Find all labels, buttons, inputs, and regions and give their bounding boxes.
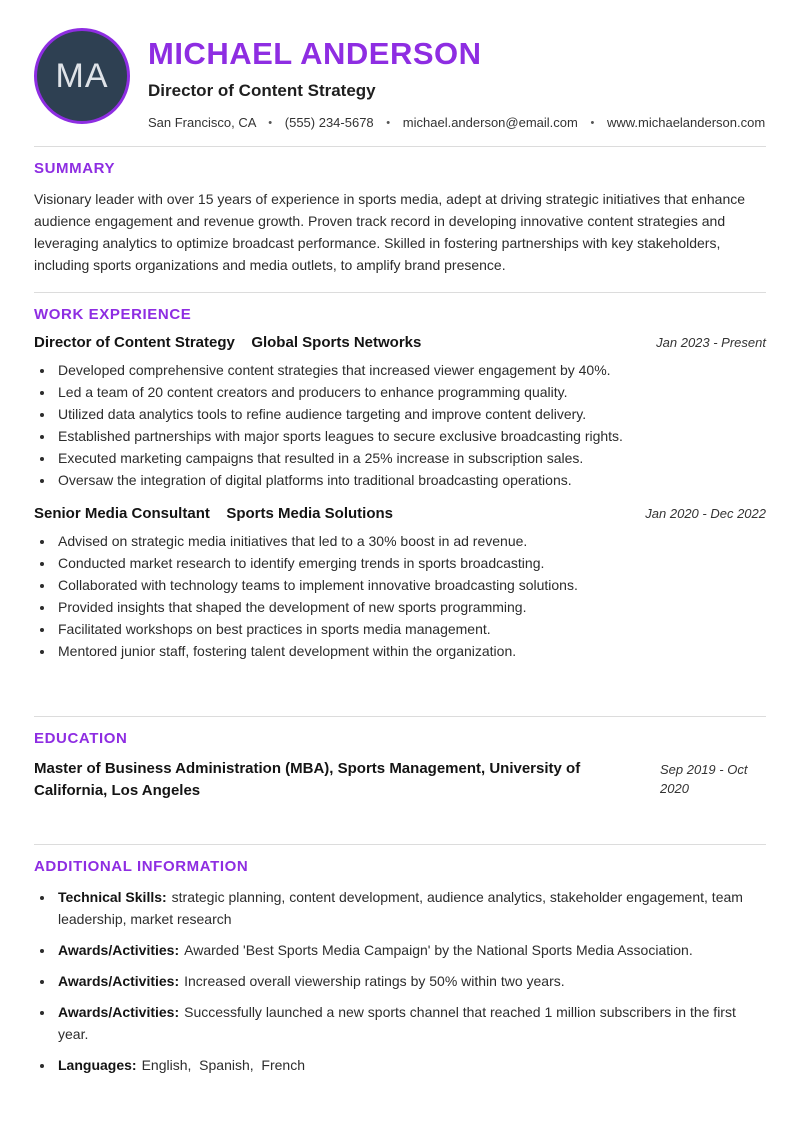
additional-item [55, 939, 766, 961]
additional-information-section [34, 844, 766, 1076]
additional-item-text: Awarded 'Best Sports Media Campaign' by the National Sports Media Association. [184, 942, 693, 958]
education-dates: Sep 2019 - Oct 2020 [660, 762, 748, 796]
job-bullet: • Advised on strategic media initiatives that led to a 30% boost in ad revenue. [55, 530, 766, 552]
job-bullet: • Led a team of 20 content creators and producers to enhance programming quality. [55, 381, 766, 403]
additional-item-label: Awards/Activities: [58, 1004, 180, 1020]
additional-item-text: Successfully launched a new sports channel that reached 1 million subscribers in the first year. [58, 1004, 740, 1042]
job-bullet: • Mentored junior staff, fostering talent development within the organization. [55, 640, 766, 662]
candidate-title: Director of Content Strategy [148, 81, 376, 100]
summary-text: Visionary leader with over 15 years of experience in sports media, adept at driving strategic initiatives that enhance audience engagement and revenue growth. Proven track record in developing innovative content strategies and leveraging analytics to optimize broadcast performance. Skilled in fostering partnerships with key stakeholders, including sports organizations and media outlets, to amplify brand presence. [34, 191, 746, 273]
education-heading: EDUCATION [34, 730, 128, 747]
additional-item [55, 1054, 766, 1076]
additional-item [55, 1001, 766, 1045]
job-bullet: • Collaborated with technology teams to implement innovative broadcasting solutions. [55, 574, 766, 596]
job-bullet: • Oversaw the integration of digital platforms into traditional broadcasting operations. [55, 469, 766, 491]
additional-information-heading: ADDITIONAL INFORMATION [34, 858, 249, 875]
avatar-initials: MA [55, 56, 109, 95]
contact-separator: • [386, 117, 391, 129]
additional-item-label: Awards/Activities: [58, 973, 180, 989]
job-bullet-list [34, 359, 766, 491]
job-bullet: • Utilized data analytics tools to refine audience targeting and improve content delivery. [55, 403, 766, 425]
work-experience-section [34, 292, 766, 700]
summary-section [34, 146, 766, 276]
header-info [148, 28, 765, 130]
job-header [34, 334, 766, 352]
additional-item-text: English, Spanish, French [141, 1057, 305, 1073]
additional-item-label: Languages: [58, 1057, 137, 1073]
resume-header [34, 28, 766, 130]
additional-item-label: Awards/Activities: [58, 942, 180, 958]
job-entry [34, 505, 766, 662]
job-title-line [34, 334, 421, 352]
job-bullet: • Conducted market research to identify emerging trends in sports broadcasting. [55, 552, 766, 574]
additional-item [55, 970, 766, 992]
job-bullet: • Provided insights that shaped the development of new sports programming. [55, 596, 766, 618]
job-dates: Jan 2020 - Dec 2022 [645, 506, 766, 521]
additional-item-text: Increased overall viewership ratings by 50% within two years. [184, 973, 565, 989]
contact-line [148, 115, 765, 130]
education-section [34, 716, 766, 828]
contact-location: San Francisco, CA [148, 115, 256, 130]
work-experience-heading: WORK EXPERIENCE [34, 306, 192, 323]
job-position: Senior Media Consultant [34, 505, 210, 522]
job-bullet: • Facilitated workshops on best practices in sports media management. [55, 618, 766, 640]
contact-separator: • [590, 117, 595, 129]
job-dates: Jan 2023 - Present [656, 335, 766, 350]
job-company: Sports Media Solutions [226, 505, 393, 522]
job-position: Director of Content Strategy [34, 334, 235, 351]
additional-item-label: Technical Skills: [58, 889, 167, 905]
additional-list [34, 886, 766, 1076]
contact-website: www.michaelanderson.com [606, 115, 766, 130]
job-bullet: • Established partnerships with major sports leagues to secure exclusive broadcasting rights. [55, 425, 766, 447]
education-entry [34, 758, 766, 802]
job-company: Global Sports Networks [251, 334, 422, 351]
additional-item [55, 886, 766, 930]
job-title-line [34, 505, 393, 523]
job-entry [34, 334, 766, 491]
additional-item-text: strategic planning, content development, audience analytics, stakeholder engagement, team leadership, market research [58, 889, 747, 927]
avatar [34, 28, 130, 124]
job-bullet: • Executed marketing campaigns that resulted in a 25% increase in subscription sales. [55, 447, 766, 469]
summary-heading: SUMMARY [34, 160, 116, 177]
job-bullet: • Developed comprehensive content strategies that increased viewer engagement by 40%. [55, 359, 766, 381]
job-bullet-list [34, 530, 766, 662]
contact-email: michael.anderson@email.com [402, 115, 578, 130]
job-header [34, 505, 766, 523]
candidate-name: MICHAEL ANDERSON [148, 36, 482, 71]
contact-separator: • [268, 117, 273, 129]
education-degree: Master of Business Administration (MBA), Sports Management, University of California, Los Angeles [34, 760, 581, 799]
contact-phone: (555) 234-5678 [284, 115, 374, 130]
